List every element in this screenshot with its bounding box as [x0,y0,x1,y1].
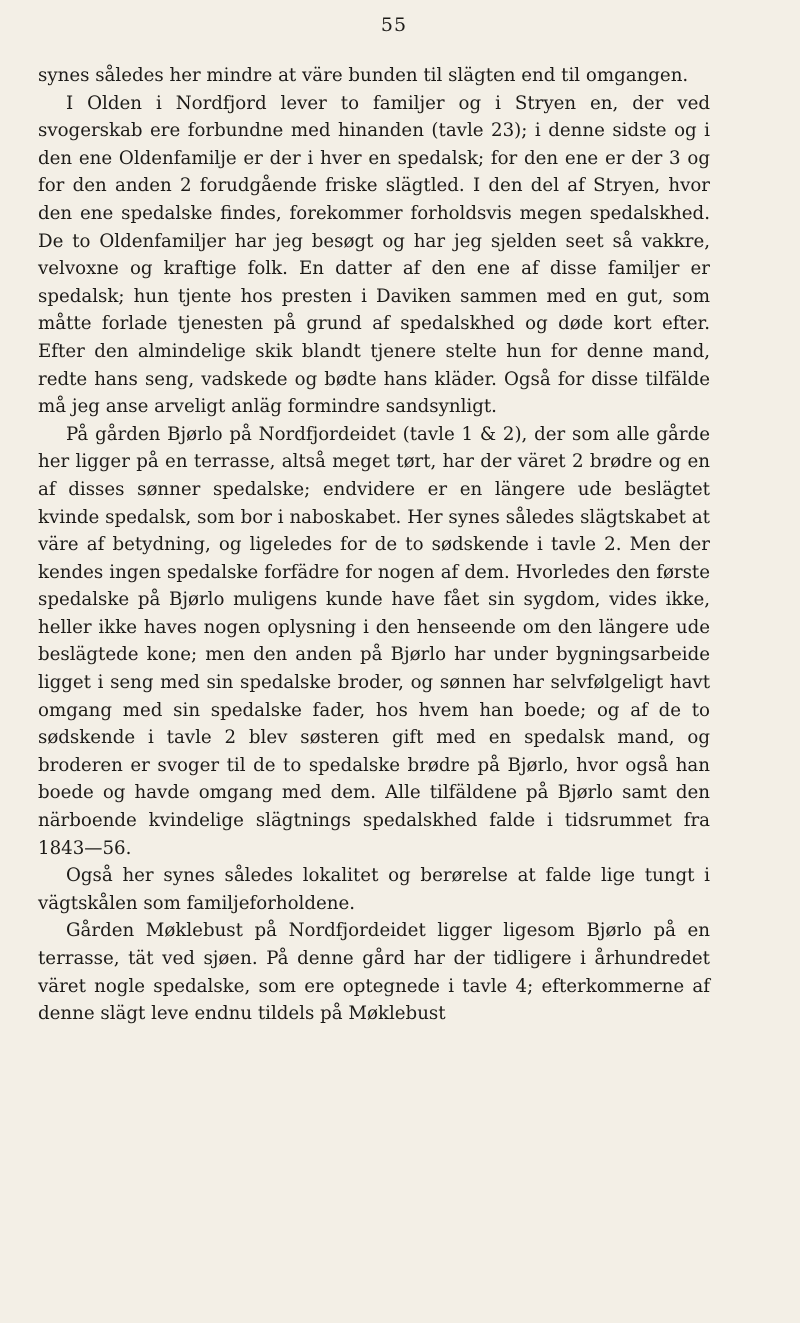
body-text [38,62,710,1028]
paragraph-3: På gården Bjørlo på Nordfjordeidet (tavle 1 & 2), der som alle gårde her ligger på en terrasse, altså meget tørt, har der väret 2 brødre og en af disses sønner spedalske; endvidere er en längere ude beslägtet kvinde spedalsk, som bor i naboskabet. Her synes således slägtskabet at väre af betydning, og ligeledes for de to sødskende i tavle 2. Men der kendes ingen spedalske forfädre for nogen af dem. Hvorledes den første spedalske på Bjørlo muligens kunde have fået sin sygdom, vides ikke, heller ikke haves nogen oplysning i den henseende om den längere ude beslägtede kone; men den anden på Bjørlo har under bygningsarbeide ligget i seng med sin spedalske broder, og sønnen har selvfølgeligt havt omgang med sin spedalske fader, hos hvem han boede; og af de to sødskende i tavle 2 blev søsteren gift med en spedalsk mand, og broderen er svoger til de to spedalske brødre på Bjørlo, hvor også han boede og havde omgang med dem. Alle tilfäldene på Bjørlo samt den närboende kvindelige slägtnings spedalskhed falde i tidsrummet fra 1843—56. [38,423,710,859]
page-number: 55 [380,14,408,36]
paragraph-2: I Olden i Nordfjord lever to familjer og i Stryen en, der ved svogerskab ere forbundne med hinanden (tavle 23); i denne sidste og i den ene Oldenfamilje er der i hver en spedalsk; for den ene er der 3 og for den anden 2 forudgående friske slägtled. I den del af Stryen, hvor den ene spedalske findes, forekommer forholdsvis megen spedalskhed. De to Oldenfamiljer har jeg besøgt og har jeg sjelden seet så vakkre, velvoxne og kraftige folk. En datter af den ene af disse familjer er spedalsk; hun tjente hos presten i Daviken sammen med en gut, som måtte forlade tjenesten på grund af spedalskhed og døde kort efter. Efter den almindelige skik blandt tjenere stelte hun for denne mand, redte hans seng, vadskede og bødte hans kläder. Også for disse tilfälde må jeg anse arveligt anläg formindre sandsynligt. [38,92,710,418]
paragraph-5: Gården Møklebust på Nordfjordeidet ligger ligesom Bjørlo på en terrasse, tät ved sjøen. På denne gård har der tidligere i århundredet väret nogle spedalske, som ere optegnede i tavle 4; efterkommerne af denne slägt leve endnu tildels på Møklebust [38,920,710,1025]
paragraph-1: synes således her mindre at väre bunden til slägten end til omgangen. [38,65,689,86]
paragraph-4: Også her synes således lokalitet og berørelse at falde lige tungt i vägtskålen som familjeforholdene. [38,865,710,914]
